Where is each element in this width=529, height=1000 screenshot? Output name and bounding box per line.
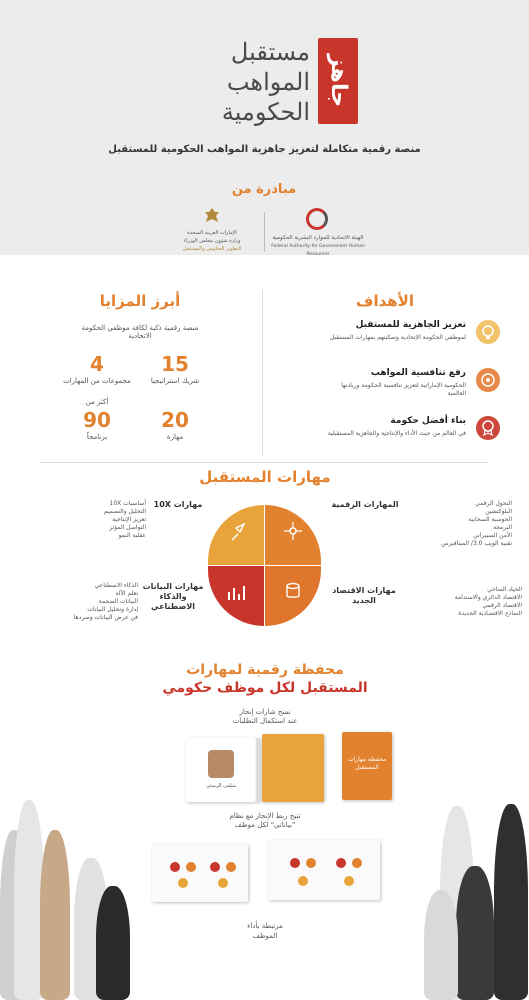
quadrant-10x-list bbox=[60, 500, 146, 540]
objective-target-icon bbox=[476, 368, 500, 392]
list-item: الذكاء الاصطناعي bbox=[94, 582, 138, 589]
dashboard-booklet-left bbox=[152, 844, 248, 902]
list-item: التواصل المؤثر bbox=[109, 524, 146, 531]
feature-label: مجموعات من المهارات bbox=[63, 377, 131, 385]
quadrant-digital-title: المهارات الرقمية bbox=[331, 500, 399, 509]
objective-heading: تعزيز الجاهزية للمستقبل bbox=[355, 320, 466, 330]
quadrant-digital-list bbox=[402, 500, 512, 548]
objective-heading: رفع تنافسية المواهب bbox=[370, 368, 466, 378]
feature-label: مهارة bbox=[166, 433, 184, 441]
objective-text: لموظفي الحكومة الإتحادية وتمكينهم بمهارات المستقبل bbox=[329, 334, 466, 341]
list-item: البلوكتشين bbox=[485, 508, 512, 515]
feature-value: 90 bbox=[83, 408, 111, 432]
feature-value: 20 bbox=[161, 408, 189, 432]
wallet-title-line1: محفظة رقمية لمهارات bbox=[186, 662, 344, 678]
partner-left-line1: الإمارات العربية المتحدة bbox=[187, 230, 237, 236]
objective-item-3 bbox=[290, 414, 500, 458]
feature-value: 15 bbox=[161, 352, 189, 376]
dashboard-badge-icon bbox=[170, 862, 180, 872]
dashboard-badge-icon bbox=[218, 878, 228, 888]
features-intro: منصة رقمية ذكية لكافة موظفي الحكومة الاتحادية bbox=[81, 324, 199, 340]
dashboard-badge-icon bbox=[226, 862, 236, 872]
dashboard-badge-icon bbox=[352, 858, 362, 868]
dashboard-badge-icon bbox=[178, 878, 188, 888]
list-item: النماذج الاقتصادية الجديدة bbox=[458, 610, 522, 617]
list-item: الحوسبة السحابية bbox=[468, 516, 512, 523]
list-item: تعلم الآلة bbox=[115, 590, 138, 597]
feature-prefix: أكثر من bbox=[85, 398, 109, 406]
list-item: الاقتصاد الرقمي bbox=[482, 602, 522, 609]
quadrant-new-economy-list bbox=[402, 586, 522, 618]
person-illustration bbox=[96, 886, 130, 1000]
feature-label: برنامجاً bbox=[86, 433, 108, 441]
wallet-caption-3-line2: الموظف bbox=[252, 932, 278, 940]
wallet-title-line2: المستقبل لكل موظف حكومي bbox=[162, 680, 368, 696]
uae-emblem-icon bbox=[203, 207, 221, 225]
wallet-booklet-middle bbox=[262, 734, 324, 802]
partner-left-line2: وزارة شؤون مجلس الوزراء bbox=[183, 238, 241, 244]
dashboard-booklet-right bbox=[268, 840, 380, 900]
network-icon bbox=[282, 520, 304, 542]
objective-medal-icon bbox=[476, 416, 500, 440]
coins-icon bbox=[282, 580, 304, 602]
objective-item-2 bbox=[290, 366, 500, 410]
list-item: الأمن السيبراني bbox=[473, 532, 512, 539]
person-illustration bbox=[456, 866, 494, 1000]
booklet-cover-title: محفظة مهارات المستقبل bbox=[347, 756, 387, 771]
objective-heading: بناء أفضل حكومة bbox=[390, 416, 466, 426]
fahr-logo bbox=[306, 208, 328, 230]
list-item: تقنية الويب 3.0/ الميتافيرس bbox=[441, 540, 512, 547]
hero-title-line-1: مستقبل bbox=[230, 38, 310, 66]
initiative-label: مبادرة من bbox=[231, 182, 297, 197]
person-illustration bbox=[424, 890, 458, 1000]
dashboard-badge-icon bbox=[344, 876, 354, 886]
objective-text: في العالم من حيث الأداء والإنتاجية والجاهزية المستقبلية bbox=[327, 430, 466, 437]
hero-title-line-2: المواهب bbox=[226, 68, 310, 96]
dashboard-badge-icon bbox=[298, 876, 308, 886]
wallet-booklet-cover bbox=[342, 732, 392, 800]
quadrant-10x-title: مهارات 10X bbox=[153, 500, 203, 509]
booklet-name: سلمى الرميثي bbox=[205, 783, 237, 789]
wallet-caption-1-line1: تمنح شارات إنجاز bbox=[239, 708, 291, 716]
list-item: الاقتصاد الدائري والاستدامة bbox=[454, 594, 522, 601]
section-horizontal-divider bbox=[40, 462, 489, 463]
list-item: إدارة وتحليل البيانات bbox=[87, 606, 138, 613]
quadrant-data-ai-list bbox=[56, 582, 138, 622]
list-item: الحياد المناخي bbox=[487, 586, 522, 593]
rocket-icon bbox=[228, 522, 250, 544]
dashboard-badge-icon bbox=[290, 858, 300, 868]
objective-text: الحكومية الإماراتية لتعزيز تنافسية الحكومة وريادتها العالمية bbox=[341, 382, 466, 397]
partner-left-line3: التطوير الحكومي والمستقبل bbox=[182, 246, 242, 252]
dashboard-badge-icon bbox=[186, 862, 196, 872]
section-vertical-divider bbox=[262, 290, 263, 455]
list-item: تعزيز الإنتاجية bbox=[112, 516, 146, 523]
list-item: أساسيات 10X bbox=[109, 500, 146, 507]
list-item: البرمجة bbox=[493, 524, 512, 531]
objective-bulb-icon bbox=[476, 320, 500, 344]
wallet-caption-2-line1: تتيح ربط الإنجاز مع نظام bbox=[229, 812, 301, 820]
dashboard-badge-icon bbox=[306, 858, 316, 868]
list-item: البيانات الضخمة bbox=[98, 598, 138, 605]
wallet-booklet-page bbox=[230, 738, 260, 802]
wallet-caption-3-line1: مرتبطة بأداء bbox=[247, 922, 283, 930]
hero-subtitle: منصة رقمية متكاملة لتعزيز جاهزية المواهب الحكومية للمستقبل bbox=[108, 144, 421, 155]
quadrant-data-ai-title: مهارات البيانات والذكاء الاصطناعي bbox=[142, 582, 204, 611]
person-illustration bbox=[494, 804, 528, 1000]
quadrant-new-economy-title: مهارات الاقتصاد الجديد bbox=[332, 586, 396, 605]
objectives-title: الأهداف bbox=[356, 292, 414, 310]
list-item: التحليل والتصميم bbox=[103, 508, 146, 515]
list-item: فن عرض البيانات وسردها bbox=[73, 614, 138, 621]
partner-divider bbox=[264, 212, 265, 252]
fahr-name-ar: الهيئة الاتحادية للموارد البشرية الحكومية bbox=[272, 235, 364, 241]
list-item: التحول الرقمي bbox=[475, 500, 512, 507]
features-title: أبرز المزايا bbox=[99, 292, 181, 310]
future-skills-title: مهارات المستقبل bbox=[199, 468, 331, 486]
wallet-caption-2-line2: "بياناتي" لكل موظف bbox=[234, 821, 296, 829]
hero-title-line-3: الحكومية bbox=[221, 98, 310, 126]
person-illustration bbox=[40, 830, 70, 1000]
wallet-caption-1-line2: عند استكمال التطلبات bbox=[232, 717, 298, 725]
list-item: عقلية النمو bbox=[118, 532, 146, 539]
feature-value: 4 bbox=[90, 352, 104, 376]
hero-title-vertical: جاهز bbox=[318, 38, 358, 124]
dashboard-badge-icon bbox=[210, 862, 220, 872]
dashboard-badge-icon bbox=[336, 858, 346, 868]
fahr-name-en: Federal Authority for Government Human Resources bbox=[271, 244, 365, 257]
feature-label: شريك استراتيجيا bbox=[150, 377, 200, 385]
analytics-icon bbox=[226, 582, 248, 604]
objective-item-1 bbox=[290, 318, 500, 362]
